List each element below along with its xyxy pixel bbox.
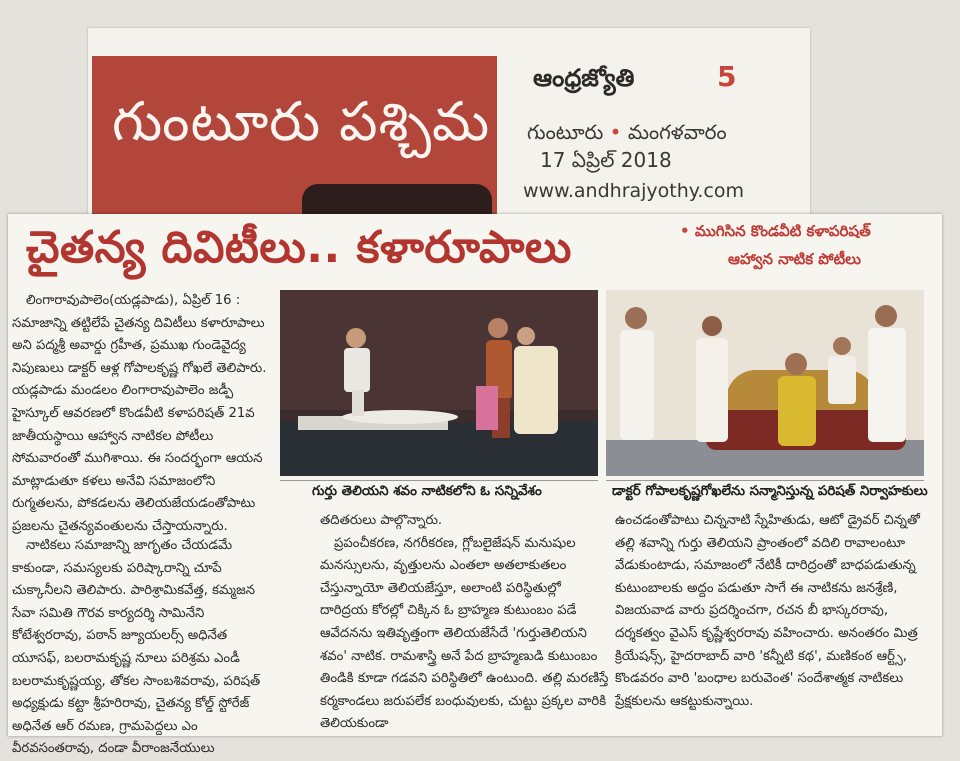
article-headline: చైతన్య దివిటీలు.. కళారూపాలు [26,222,572,273]
subhead-line-2: ఆహ్వాన నాటిక పోటీలు [728,250,861,268]
masthead [505,56,785,214]
article-column-3 [615,510,931,713]
photo-caption-1: గుర్తు తెలియని శవం నాటికలోని ఓ సన్నివేశం [312,484,542,499]
website-url: www.andhrajyothy.com [523,180,744,202]
city: గుంటూరు [527,120,604,144]
article-column-1 [12,290,270,539]
page-number: 5 [717,60,737,93]
photo-felicitation [606,290,924,476]
article-column-1-continued [12,535,270,761]
section-title: గుంటూరు పశ్చిమ [112,90,491,153]
issue-date: 17 ఏప్రిల్ 2018 [540,148,672,172]
city-day [527,120,727,149]
day: మంగళవారం [627,120,727,144]
article-column-2 [320,510,610,736]
paragraph-3: ప్రపంచీకరణ, నగరీకరణ, గ్లోబలైజేషన్ మనుషుల మనస్సులను, వృత్తులను ఎంతలా అతలాకుతలం చేస్తున్నాయో తెలియజేస్తూ, అలాంటి పరిస్థితుల్లో దారిద్రయ కోరల్లో చిక్కిన ఓ బ్రాహ్మణ కుటుంబం పడే ఆవేదనను ఇతివృత్తంగా తెలియజేసేదే 'గుర్తుతెలియని శవం' నాటిక. రామశాస్త్రి అనే పేద బ్రాహ్మణుడి కుటుంబం తిండికి కూడా గడవని పరిస్థితిలో ఉంటుంది. తల్లి మరణిస్తే కర్మకాండలు జరుపలేక బంధువులకు, చుట్టు ప్రక్కల వారికి తెలియకుండా [320,535,609,732]
paragraph-1: లింగారావుపాలెం(యడ్లపాడు), ఏప్రిల్ 16 : సమాజాన్ని తట్టిలేపే చైతన్య దివిటీలు కళారూపాలు అని పద్మశ్రీ అవార్డు గ్రహీత, ప్రముఖ గుండెవైద్య నిపుణులు డాక్టర్ ఆళ్ల గోపాలకృష్ణ గోఖలే తెలిపారు. యడ్లపాడు మండలం లింగారావుపాలెం జడ్పీ హైస్కూల్ ఆవరణలో కొండవీటి కళాపరిషత్ 21వ జాతీయస్థాయి ఆహ్వాన నాటికల పోటీలు సోమవారంతో ముగిశాయి. ఈ సందర్భంగా ఆయన మాట్లాడుతూ కళలు అనేవి సమాజంలోని రుగ్మతలను, పోకడలను తెలియజేయడంతోపాటు ప్రజలను చైతన్యవంతులను చేస్తాయన్నారు. [12,293,267,534]
section-header-banner [92,56,497,214]
caption-rule-2 [606,480,924,481]
caption-rule-1 [280,480,598,481]
column-2-lead: తదితరులు పాల్గొన్నారు. [320,513,443,528]
photo-play-scene [280,290,598,476]
separator-dot: • [609,120,622,144]
subhead-line-1: • ముగిసిన కొండవీటి కళాపరిషత్ [680,222,942,244]
photo-caption-2: డాక్టర్ గోపాలకృష్ణగోఖలేను సన్మానిస్తున్న పరిషత్ నిర్వాహకులు [612,484,928,499]
article-subhead [680,222,942,272]
paragraph-2: నాటికలు సమాజాన్ని జాగృతం చేయడమే కాకుండా, సమస్యలకు పరిష్కారాన్ని చూపే చుక్కానీలని తెలిపారు. పారిశ్రామికవేత్త, కమ్మజన సేవా సమితి గౌరవ కార్యదర్శి సామినేని కోటేశ్వరరావు, పఠాన్ జ్యూయలర్స్ అధినేత యూసఫ్, బలరామకృష్ణ నూలు పరిశ్రమ ఎండీ బలరామకృష్ణయ్య, తోకల సాంబశివరావు, పరిషత్ అధ్యక్షుడు కట్టా శ్రీహరిరావు, చైతన్య కోల్డ్ స్టోరేజ్ అధినేత ఆర్ రమణ, గ్రామపెద్దలు ఎం వీరవసంతరావు, దండా వీరాంజనేయులు [12,538,261,757]
paper-logo: ఆంధ్రజ్యోతి [533,64,635,92]
paragraph-4: ఉంచడంతోపాటు చిన్ననాటి స్నేహితుడు, ఆటో డ్రైవర్ చిన్నతో తల్లి శవాన్ని గుర్తు తెలియని ప్రాంతంలో వదిలి రావాలంటూ వేడుకుంటాడు, సమాజంలో నేటికీ దారిద్రంతో బాధపడుతున్న కుటుంబాలకు అద్దం పడుతూ సాగే ఈ నాటికను జనశ్రేణి, విజయవాడ వారు ప్రదర్శించగా, రచన బీ భాస్కరరావు, దర్శకత్వం వైఎస్ కృష్ణేశ్వరరావు వహించారు. అనంతరం మిత్ర క్రియేషన్స్, హైదరాబాద్ వారి 'కన్నీటి కథ', మణికంఠ ఆర్ట్స్, కొండవరం వారి 'బంధాల బరువెంత' సందేశాత్మక నాటికలు ప్రేక్షకులను ఆకట్టుకున్నాయి. [615,513,920,709]
